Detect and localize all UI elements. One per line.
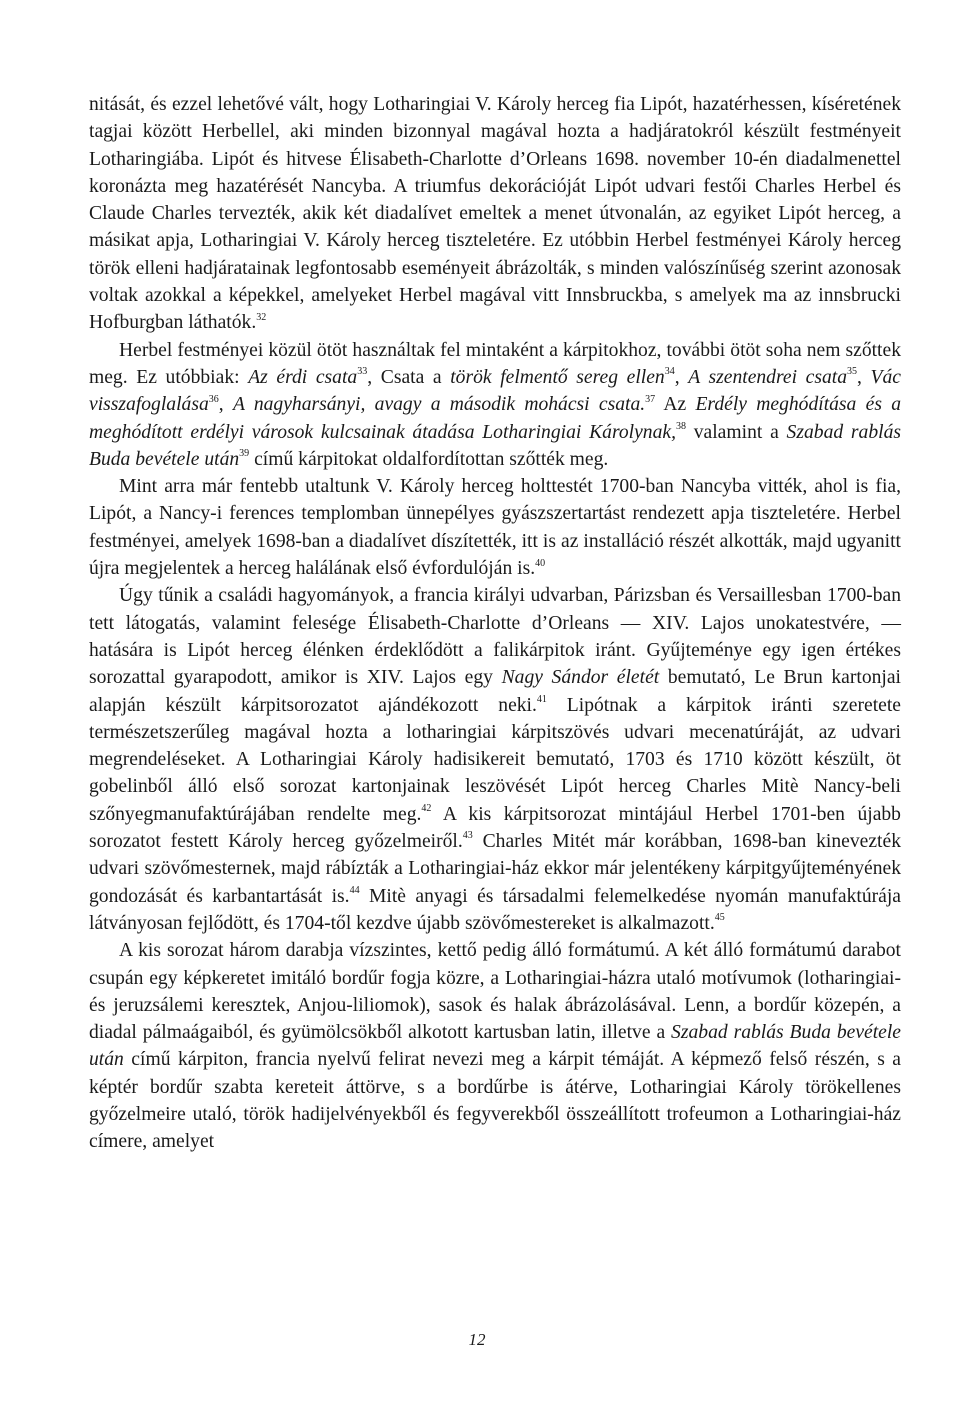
paragraph <box>89 91 901 337</box>
body-text-segment: Úgy tűnik a családi hagyományok, a francia királyi udvarban, Párizsban és Versaillesban 1700-ban tett látogatás, valamint felesége Élisabeth-Charlotte d’Orleans — XIV. Lajos unokatestvére, — hatására is Lipót herceg élénken érdeklődött a falikárpitok iránt. Gyűjteménye egy igen értékes sorozattal gyarapodott, amikor is XIV. Lajos egy <box>89 585 901 689</box>
body-text-segment: című kárpiton, francia nyelvű felirat nevezi meg a kárpit témáját. A képmező felső részén, s a képtér bordűr szabta kereteit áttörve, s a bordűrbe is átérve, Lotharingiai Károly törökellenes győzelmeire utaló, török hadijelvényekből és fegyverekből összeállított trofeumon a Lotharingiai-ház címere, amelyet <box>89 1049 901 1153</box>
body-text-segment: , <box>857 366 871 388</box>
body-text-segment: Mint arra már fentebb utaltunk V. Károly herceg holttestét 1700-ban Nancyba vitték, ahol is fia, Lipót, a Nancy-i ferences templomban ünnepélyes gyászszertartást rendezett apja tiszteletére. Herbel festményei, amelyek 1698-ban a diadalívet díszítették, itt is az installáció részét alkották, majd ugyanitt újra megjelentek a herceg halálának első évfordulóján is. <box>89 476 901 580</box>
paragraph <box>89 937 901 1155</box>
footnote-marker: 33 <box>357 366 368 378</box>
footnote-marker: 40 <box>535 557 546 569</box>
footnote-marker: 36 <box>208 393 219 405</box>
body-text-segment: A kis kárpitsorozat mintájául Herbel 1701-ben újabb sorozatot festett Károly herceg győzelmeiről. <box>89 803 901 853</box>
footnote-marker: 32 <box>256 311 267 323</box>
body-text-segment: Lipótnak a kárpitok iránti szeretete természetszerűleg magával hozta a lotharingiai kárpitszövés udvari mecenatúráját, az udvari megrendeléseket. A Lotharingiai Károly hadisikereit bemutató, 1703 és 1710 között készült, öt gobelinből álló első sorozat kartonjainak leszövését Lipót herceg Charles Mitè Nancy-beli szőnyegmanufaktúrájában rendelte meg. <box>89 694 901 825</box>
body-text-segment: Herbel festményei közül ötöt használtak fel mintaként a kárpitokhoz, további ötöt soha nem szőttek meg. Ez utóbbiak: <box>89 339 901 388</box>
body-text-segment: A kis sorozat három darabja vízszintes, kettő pedig álló formátumú. A két álló formátumú darabot csupán egy képkeretet imitáló bordűr fogja közre, a Lotharingiai-házra utaló motívumok (lotharingiai- és jeruzsálemi keresztek, Anjou-liliomok), sasok és halak ábrázolásával. Lenn, a bordűr közepén, a diadal pálmaágaiból, és gyümölcsökből alkotott kartusban latin, illetve a <box>89 940 901 1044</box>
footnote-marker: 35 <box>847 366 858 378</box>
body-text <box>89 91 901 1156</box>
body-text-segment: Az <box>655 394 696 416</box>
body-text-segment: bemutató, Le Brun kartonjai alapján készült kárpitsorozatot ajándékozott neki. <box>89 667 902 716</box>
footnote-marker: 38 <box>675 421 686 433</box>
footnote-marker: 43 <box>462 830 473 842</box>
body-text-segment: , <box>218 394 233 416</box>
paragraph <box>89 337 901 473</box>
italic-title-text: Vác visszafoglalása <box>89 366 902 416</box>
italic-title-text: A nagyharsányi, avagy a második mohácsi csata. <box>232 394 646 416</box>
footnote-marker: 41 <box>536 694 547 705</box>
body-text-segment: , Csata a <box>367 366 451 388</box>
body-text-segment: című kárpitokat oldalfordítottan szőtték meg. <box>249 448 609 470</box>
footnote-marker: 42 <box>421 803 432 815</box>
italic-title-text: Nagy Sándor életét <box>501 667 660 689</box>
footnote-marker: 39 <box>239 448 250 460</box>
footnote-marker: 37 <box>645 393 656 405</box>
body-text-segment: , <box>674 366 689 388</box>
italic-title-text: Az érdi csata <box>248 366 358 388</box>
footnote-marker: 34 <box>664 366 675 378</box>
body-text-segment: nitását, és ezzel lehetővé vált, hogy Lotharingiai V. Károly herceg fia Lipót, hazatérhessen, kíséretének tagjai között Herbellel, aki minden bizonnyal magával hozta a hadjáratokról készült festményeit Lotharingiába. Lipót és hitvese Élisabeth-Charlotte d’Orleans 1698. november 10-én diadalmenettel koronázta meg hazatérését Nancyba. A triumfus dekorációját Lipót udvari festői Charles Herbel és Claude Charles tervezték, akik két diadalívet emeltek a menet útvonalán, az egyiket Lipót herceg, a másikat apja, Lotharingiai V. Károly herceg tiszteletére. Ez utóbbin Herbel festményei Károly herceg török elleni hadjáratainak legfontosabb eseményeit ábrázolták, s minden valószínűség szerint azonosak voltak azokkal a képekkel, amelyeket Herbel magával vitt Innsbruckba, s amelyek ma az innsbrucki Hofburgban láthatók. <box>89 94 901 334</box>
italic-title-text: Erdély meghódítása és a meghódított erdélyi városok kulcsainak átadása Lotharingiai Károlynak, <box>89 394 902 443</box>
italic-title-text: A szentendrei csata <box>688 366 848 388</box>
body-text-segment: Charles Mitét már korábban, 1698-ban kinevezték udvari szövőmesternek, majd rábízták a Lotharingiai-ház ekkor már jelentékeny kárpitgyűjteményének gondozását és karbantartását is. <box>89 831 901 907</box>
paragraph <box>89 582 901 937</box>
footnote-marker: 44 <box>349 885 360 897</box>
body-text-segment: Mitè anyagi és társadalmi felemelkedése nyomán manufaktúrája látványosan fejlődött, és 1704-től kezdve újabb szövőmestereket is alkalmazott. <box>89 885 901 934</box>
page-number: 12 <box>468 1330 486 1349</box>
italic-title-text: Szabad rablás Buda bevétele után <box>89 421 902 470</box>
body-text-segment: valamint a <box>685 421 787 443</box>
italic-title-text: török felmentő sereg ellen <box>450 366 665 388</box>
footnote-marker: 45 <box>714 912 725 924</box>
paragraph <box>89 473 901 582</box>
italic-title-text: Szabad rablás Buda bevétele után <box>89 1022 901 1071</box>
